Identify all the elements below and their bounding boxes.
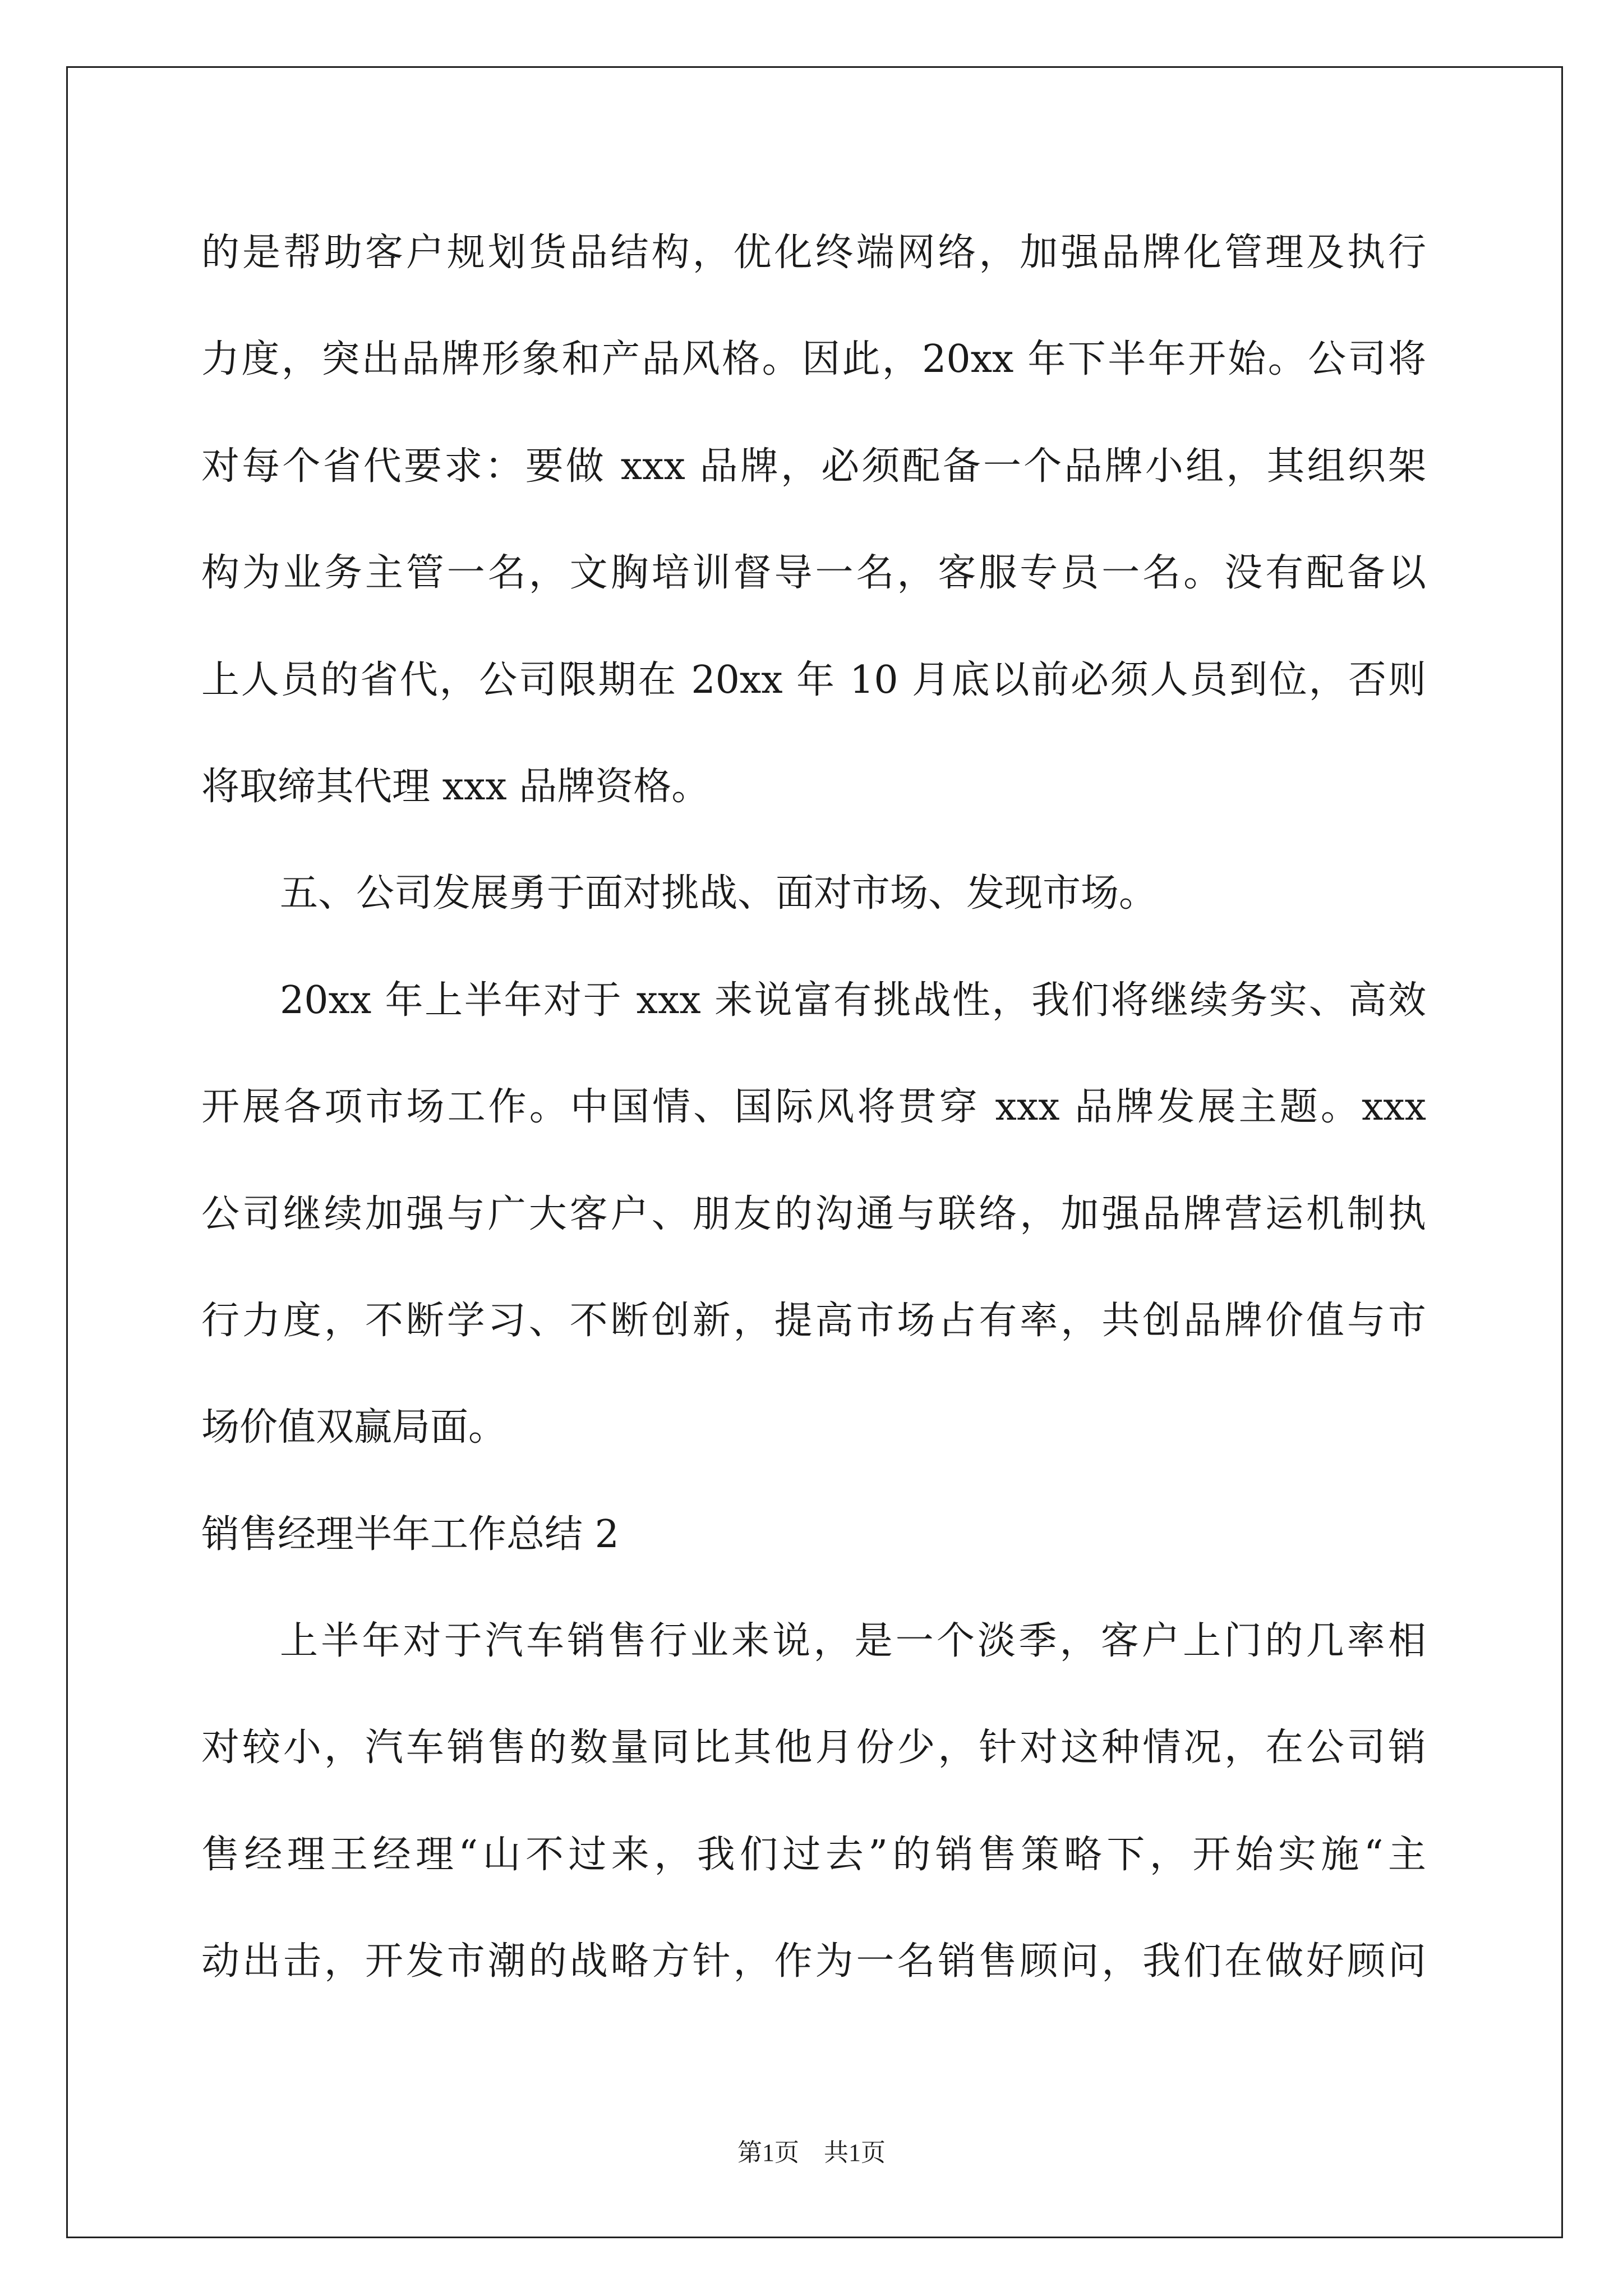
text-line: 20xx 年上半年对于 xxx 来说富有挑战性，我们将继续务实、高效 — [280, 978, 1426, 1023]
section-heading: 销售经理半年工作总结 2 — [201, 1512, 619, 1557]
text-line: 对较小，汽车销售的数量同比其他月份少，针对这种情况，在公司销 — [201, 1726, 1426, 1770]
page-number-footer: 第1页 共1页 — [737, 2139, 886, 2166]
text-line: 构为业务主管一名，文胸培训督导一名，客服专员一名。没有配备以 — [201, 551, 1426, 596]
document-body — [201, 200, 1426, 2016]
text-line: 售经理王经理“山不过来，我们过去”的销售策略下，开始实施“主 — [201, 1832, 1426, 1877]
text-line: 上人员的省代，公司限期在 20xx 年 10 月底以前必须人员到位，否则 — [201, 657, 1426, 702]
text-line: 五、公司发展勇于面对挑战、面对市场、发现市场。 — [280, 871, 1158, 916]
text-line: 的是帮助客户规划货品结构，优化终端网络，加强品牌化管理及执行 — [201, 231, 1426, 275]
text-line: 开展各项市场工作。中国情、国际风将贯穿 xxx 品牌发展主题。xxx — [201, 1085, 1426, 1130]
text-line: 场价值双赢局面。 — [201, 1405, 507, 1450]
text-line: 动出击，开发市潮的战略方针，作为一名销售顾问，我们在做好顾问 — [201, 1939, 1426, 1984]
text-line: 力度，突出品牌形象和产品风格。因此，20xx 年下半年开始。公司将 — [201, 337, 1426, 382]
text-line: 对每个省代要求：要做 xxx 品牌，必须配备一个品牌小组，其组织架 — [201, 444, 1426, 489]
text-line: 上半年对于汽车销售行业来说，是一个淡季，客户上门的几率相 — [280, 1619, 1426, 1664]
text-line: 行力度，不断学习、不断创新，提高市场占有率，共创品牌价值与市 — [201, 1298, 1426, 1343]
text-line: 公司继续加强与广大客户、朋友的沟通与联络，加强品牌营运机制执 — [201, 1191, 1426, 1236]
text-line: 将取缔其代理 xxx 品牌资格。 — [201, 764, 710, 809]
